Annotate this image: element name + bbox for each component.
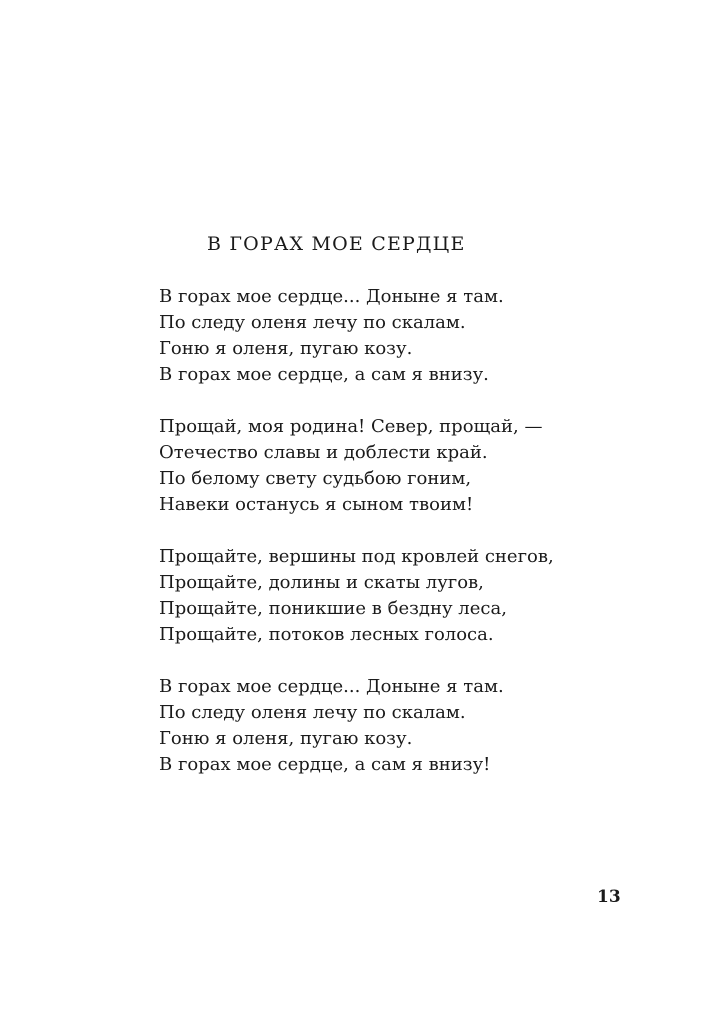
poem-line: Отечество славы и доблести край. — [159, 442, 488, 463]
poem-line: В горах мое сердце, а сам я внизу. — [159, 364, 489, 385]
poem-line: По следу оленя лечу по скалам. — [159, 312, 466, 333]
poem-line: По белому свету судьбою гоним, — [159, 468, 472, 489]
poem-line: В горах мое сердце... Доныне я там. — [159, 286, 504, 307]
poem-title: В ГОРАХ МОЕ СЕРДЦЕ — [207, 233, 466, 255]
stanza-4 — [159, 674, 554, 778]
page-number: 13 — [597, 887, 621, 907]
poem-line: По следу оленя лечу по скалам. — [159, 702, 466, 723]
poem-line: Навеки останусь я сыном твоим! — [159, 494, 474, 515]
poem-line: Гоню я оленя, пугаю козу. — [159, 728, 413, 749]
stanza-3 — [159, 544, 554, 648]
poem-line: Прощайте, вершины под кровлей снегов, — [159, 546, 554, 567]
poem-line: В горах мое сердце, а сам я внизу! — [159, 754, 491, 775]
stanza-2 — [159, 414, 554, 518]
poem-line: Гоню я оленя, пугаю козу. — [159, 338, 413, 359]
poem-line: В горах мое сердце... Доныне я там. — [159, 676, 504, 697]
poem-body — [159, 284, 554, 804]
poem-line: Прощайте, поникшие в бездну леса, — [159, 598, 507, 619]
poem-line: Прощайте, долины и скаты лугов, — [159, 572, 484, 593]
poem-line: Прощай, моя родина! Север, прощай, — — [159, 416, 543, 437]
poem-line: Прощайте, потоков лесных голоса. — [159, 624, 494, 645]
stanza-1 — [159, 284, 554, 388]
